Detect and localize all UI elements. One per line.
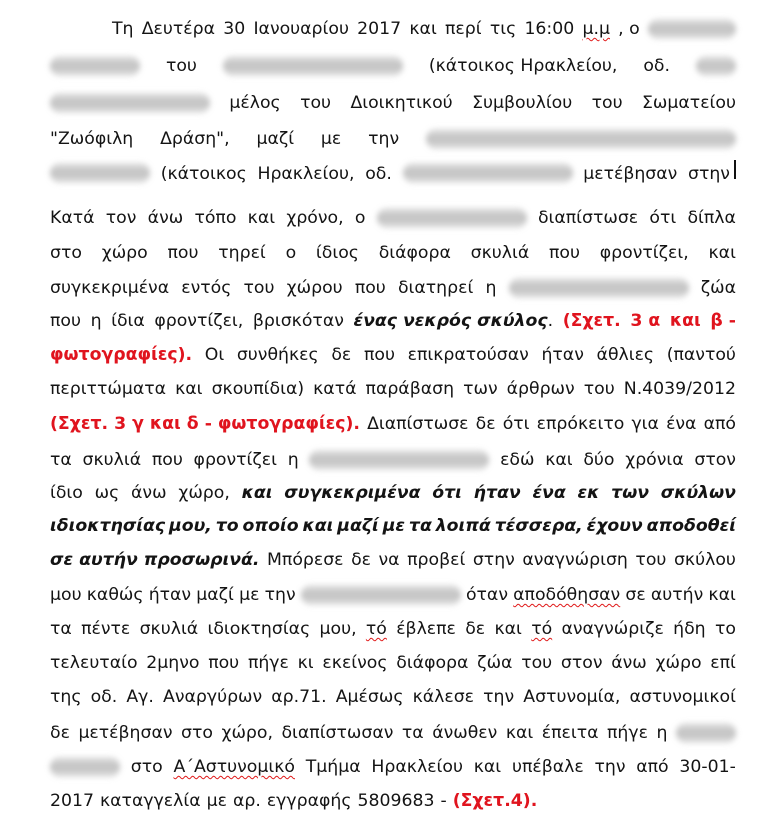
word: χρόνια — [625, 450, 684, 470]
text-cursor — [734, 160, 736, 179]
emphasis-text: με — [382, 516, 406, 536]
word: (παντού — [666, 345, 736, 365]
word: (κάτοικος Ηρακλείου, — [428, 56, 618, 76]
word: η — [485, 278, 497, 298]
emphasis-text: σε αυτήν προσωρινά. — [50, 550, 260, 570]
word: την — [264, 585, 296, 605]
word: και — [545, 450, 573, 470]
word: τα — [50, 450, 72, 470]
redacted-name — [509, 278, 689, 298]
word: οδ. — [90, 687, 118, 707]
line-3 — [50, 90, 736, 116]
word: τις — [489, 19, 517, 39]
word: κι — [297, 653, 314, 673]
redacted-name — [223, 56, 403, 76]
word: Αναργύρων — [163, 687, 263, 707]
word: του — [583, 379, 615, 399]
word: Αστυνομία, — [523, 687, 621, 707]
word: στο — [50, 243, 82, 263]
word: 30 — [223, 19, 246, 39]
word: διαπίστωσαν — [281, 723, 394, 743]
word: την — [483, 687, 515, 707]
emphasis-text: ότι — [432, 483, 462, 503]
line-10 — [50, 342, 736, 368]
word: άνω — [147, 208, 184, 228]
word: του — [635, 550, 667, 570]
word: σκυλιά — [82, 450, 142, 470]
reference-label: και — [669, 311, 701, 331]
emphasis-text: έχουν — [586, 516, 643, 536]
word-spellcheck: τό — [531, 619, 553, 639]
word: στον — [560, 653, 603, 673]
word-spellcheck: μ.μ — [582, 19, 610, 39]
word: επικρατούσαν — [407, 345, 529, 365]
emphasis-text: ιδιοκτησίας — [50, 516, 166, 536]
word: συνθήκες — [236, 345, 319, 365]
word: Μπόρεσε — [267, 550, 344, 570]
word: περιττώματα — [50, 379, 167, 399]
word: χώρο, — [178, 483, 230, 503]
word: η — [90, 311, 102, 331]
word: ένα — [666, 414, 697, 434]
word: φροντίζει, — [599, 243, 689, 263]
emphasis-text: και — [241, 483, 273, 503]
redacted-name — [648, 19, 736, 39]
word: τόπο — [194, 208, 237, 228]
word: στον — [694, 450, 736, 470]
word: 2017 — [50, 791, 94, 811]
word: άρθρων — [506, 379, 575, 399]
word: ιδιοκτησίας — [207, 619, 311, 639]
reference-label: 3 α — [630, 311, 661, 331]
word: οδ. — [365, 164, 392, 184]
word: Τμήμα — [305, 757, 361, 777]
reference-label: (Σχετ.4). — [452, 791, 538, 811]
line-11 — [50, 376, 736, 402]
word: διαπίστωσε — [537, 208, 639, 228]
word: τελευταίο — [50, 653, 138, 673]
line-14 — [50, 480, 736, 506]
word: μου — [50, 585, 82, 605]
word: σκουπίδια) — [211, 379, 305, 399]
word: τα — [50, 619, 72, 639]
word-spellcheck: αποδόθησαν — [513, 585, 621, 605]
word: που — [167, 243, 199, 263]
emphasis-text: ένα — [532, 483, 566, 503]
emphasis-text: ήταν — [473, 483, 521, 503]
word: ήδη — [673, 619, 706, 639]
word: του — [521, 653, 553, 673]
line-5 — [50, 160, 736, 186]
word: αυτήν — [650, 585, 704, 605]
word: επί — [710, 653, 736, 673]
emphasis-text: τέσσερα, — [494, 516, 583, 536]
word: και — [409, 19, 437, 39]
word: ζώα — [477, 653, 513, 673]
word: Διοικητικού — [350, 93, 453, 113]
word: και — [708, 243, 736, 263]
word: έβλεπε — [396, 619, 456, 639]
word: με — [320, 129, 342, 149]
emphasis-text: λοιπά — [435, 516, 491, 536]
word: 30-01- — [679, 757, 736, 777]
reference-label: (Σχετ. 3 γ και δ - φωτογραφίες). — [50, 414, 360, 434]
word: κάλεσε — [412, 687, 475, 707]
word: ο — [285, 243, 297, 263]
redacted-name — [301, 585, 461, 605]
word: (κάτοικος — [160, 164, 247, 184]
reference-label: β - — [710, 311, 736, 331]
word: πέντε — [81, 619, 131, 639]
word: και — [494, 619, 522, 639]
word: σκυλιά — [139, 619, 199, 639]
emphasis-text: των — [611, 483, 649, 503]
line-22 — [50, 754, 736, 780]
word: όταν — [465, 585, 508, 605]
word: και — [505, 723, 534, 743]
word: διατηρεί — [397, 278, 474, 298]
word: Αγ. — [126, 687, 154, 707]
word: Διαπίστωσε — [367, 414, 469, 434]
word: παράβαση — [365, 379, 455, 399]
word: χώρου — [286, 278, 343, 298]
word: 2017 — [357, 19, 402, 39]
line-12 — [50, 411, 736, 437]
word: 2μηνο — [146, 653, 200, 673]
reference-label: φωτογραφίες). — [50, 345, 193, 365]
word: Ιανουαρίου — [253, 19, 349, 39]
word: χρόνο, — [286, 208, 344, 228]
word: καθώς — [86, 585, 144, 605]
emphasis-text: μου, — [169, 516, 212, 536]
word: του — [300, 93, 332, 113]
emphasis-text: μαζί — [337, 516, 379, 536]
word: δε — [331, 345, 352, 365]
phrase — [353, 308, 553, 334]
reference-label: (Σχετ. — [562, 311, 621, 331]
line-13 — [50, 447, 736, 473]
emphasis-text: και — [302, 516, 334, 536]
word: που — [208, 653, 240, 673]
word: και — [473, 757, 502, 777]
word: η — [656, 723, 668, 743]
word: του — [243, 278, 275, 298]
word-spellcheck: τό — [365, 619, 387, 639]
word: πήγε — [607, 723, 648, 743]
word: εδώ — [500, 450, 535, 470]
word: τον — [105, 208, 137, 228]
line-23 — [50, 788, 736, 814]
line-15 — [50, 513, 736, 539]
word-spellcheck: Α΄Αστυνομικό — [173, 757, 295, 777]
word: από — [636, 757, 669, 777]
word: ήταν — [541, 345, 584, 365]
word: επρόκειτο — [536, 414, 625, 434]
word: στην — [688, 164, 730, 184]
word: του — [591, 93, 623, 113]
word: εγγραφής — [266, 791, 352, 811]
word: άνω — [611, 653, 647, 673]
word: χώρο, — [221, 723, 273, 743]
redacted-address — [403, 163, 573, 183]
word: μου, — [319, 619, 357, 639]
word: χώρο — [655, 653, 702, 673]
word: προβεί — [407, 550, 466, 570]
word: το — [714, 619, 736, 639]
line-6 — [50, 205, 736, 231]
word: Τη — [112, 19, 134, 39]
emphasis-text: συγκεκριμένα — [284, 483, 421, 503]
word: "Ζωόφιλη — [50, 129, 134, 149]
word: , ο — [618, 19, 640, 39]
word: ως — [94, 483, 120, 503]
word: Σωματείου — [642, 93, 736, 113]
word: ότι — [649, 208, 677, 228]
word: Ηρακλείου — [371, 757, 463, 777]
line-1 — [112, 16, 736, 42]
line-4 — [50, 126, 736, 152]
word: στην — [472, 550, 515, 570]
word: της — [50, 687, 82, 707]
word: δε — [465, 619, 486, 639]
word: υπέβαλε — [511, 757, 584, 777]
line-9 — [50, 308, 736, 334]
redacted-name — [377, 208, 527, 228]
word: Συμβουλίου — [472, 93, 573, 113]
word: περί — [445, 19, 482, 39]
word: που — [549, 243, 580, 263]
word: χώρο — [101, 243, 148, 263]
word: σε — [625, 585, 646, 605]
redacted-name — [50, 163, 150, 183]
word: μετέβησαν — [78, 723, 173, 743]
redacted-name — [50, 56, 140, 76]
word: την — [368, 129, 400, 149]
word: τηρεί — [218, 243, 266, 263]
word: σκυλιά — [470, 243, 530, 263]
word: που — [50, 311, 81, 331]
word: εντός — [181, 278, 232, 298]
word: τα — [401, 723, 424, 743]
word: αναγνώριση — [522, 550, 628, 570]
word: Κατά — [50, 208, 95, 228]
word: διάφορα — [378, 243, 451, 263]
word: συγκεκριμένα — [50, 278, 170, 298]
emphasis-text: οποίο — [242, 516, 299, 536]
word: που — [151, 450, 183, 470]
word: φροντίζει, — [154, 311, 244, 331]
word: ίδια — [111, 311, 145, 331]
word: Δευτέρα — [141, 19, 216, 39]
emphasis-text: ένας νεκρός σκύλος — [353, 311, 548, 331]
line-16 — [50, 547, 736, 573]
word: πήγε — [247, 653, 289, 673]
word: Αμέσως — [335, 687, 404, 707]
word: δύο — [583, 450, 615, 470]
word: 16:00 — [524, 19, 575, 39]
word: άθλιες — [596, 345, 655, 365]
word: αναγνώριζε — [561, 619, 664, 639]
word: άνω — [131, 483, 167, 503]
line-18 — [50, 616, 736, 642]
word: βρισκόταν — [252, 311, 344, 331]
word: . — [547, 311, 554, 331]
word: των — [463, 379, 498, 399]
redacted-address — [50, 93, 210, 113]
word: μαζί — [256, 129, 295, 149]
line-17 — [50, 582, 736, 608]
word: στο — [130, 757, 163, 777]
word: μέλος — [229, 93, 281, 113]
word: με — [206, 791, 227, 811]
word: οδ. — [643, 56, 670, 76]
word: και — [175, 379, 203, 399]
word: ο — [354, 208, 366, 228]
word: και — [247, 208, 276, 228]
word: αρ. — [232, 791, 261, 811]
word: μαζί — [196, 585, 234, 605]
word: και — [708, 585, 736, 605]
word: ζώα — [700, 278, 736, 298]
word: του — [165, 56, 197, 76]
word: που — [354, 278, 386, 298]
line-end — [688, 160, 736, 187]
redacted-name — [309, 450, 489, 470]
word: διάφορα — [396, 653, 469, 673]
word: από — [703, 414, 736, 434]
emphasis-text: τα — [408, 516, 432, 536]
word: εκείνος — [322, 653, 388, 673]
line-2 — [50, 53, 736, 79]
word: που — [363, 345, 395, 365]
redacted-name — [426, 129, 736, 149]
word: κατά — [313, 379, 357, 399]
word: σκύλου — [673, 550, 736, 570]
word: φροντίζει — [193, 450, 277, 470]
line-8 — [50, 275, 736, 301]
word: 5809683 — [357, 791, 435, 811]
word: καταγγελία — [99, 791, 201, 811]
line-21 — [50, 720, 736, 746]
word: ήταν — [148, 585, 192, 605]
word: δίπλα — [687, 208, 736, 228]
word: δε — [475, 414, 496, 434]
word: Ηρακλείου, — [257, 164, 355, 184]
word: με — [239, 585, 260, 605]
word: άνωθεν — [432, 723, 498, 743]
word: δε — [351, 550, 371, 570]
redacted-name — [676, 723, 736, 743]
word: έπειτα — [541, 723, 599, 743]
line-20 — [50, 684, 736, 710]
emphasis-text: το — [215, 516, 239, 536]
emphasis-text: εκ — [577, 483, 600, 503]
word: ίδιος — [315, 243, 359, 263]
word: Οι — [204, 345, 225, 365]
word: την — [594, 757, 626, 777]
emphasis-text: σκύλων — [660, 483, 736, 503]
line-19 — [50, 650, 736, 676]
word: αστυνομικοί — [629, 687, 736, 707]
word: να — [378, 550, 400, 570]
word: δε — [50, 723, 70, 743]
word: ίδιο — [50, 483, 83, 503]
line-7 — [50, 240, 736, 266]
word: στο — [181, 723, 213, 743]
emphasis-text: αποδοθεί — [646, 516, 736, 536]
word: αρ.71. — [271, 687, 327, 707]
word: μετέβησαν — [583, 164, 678, 184]
word: - — [440, 791, 447, 811]
redacted-name — [50, 757, 120, 777]
word: η — [287, 450, 299, 470]
word: ότι — [502, 414, 530, 434]
word: Ν.4039/2012 — [623, 379, 736, 399]
redacted-address — [696, 56, 736, 76]
word: Δράση", — [160, 129, 230, 149]
word: για — [631, 414, 659, 434]
